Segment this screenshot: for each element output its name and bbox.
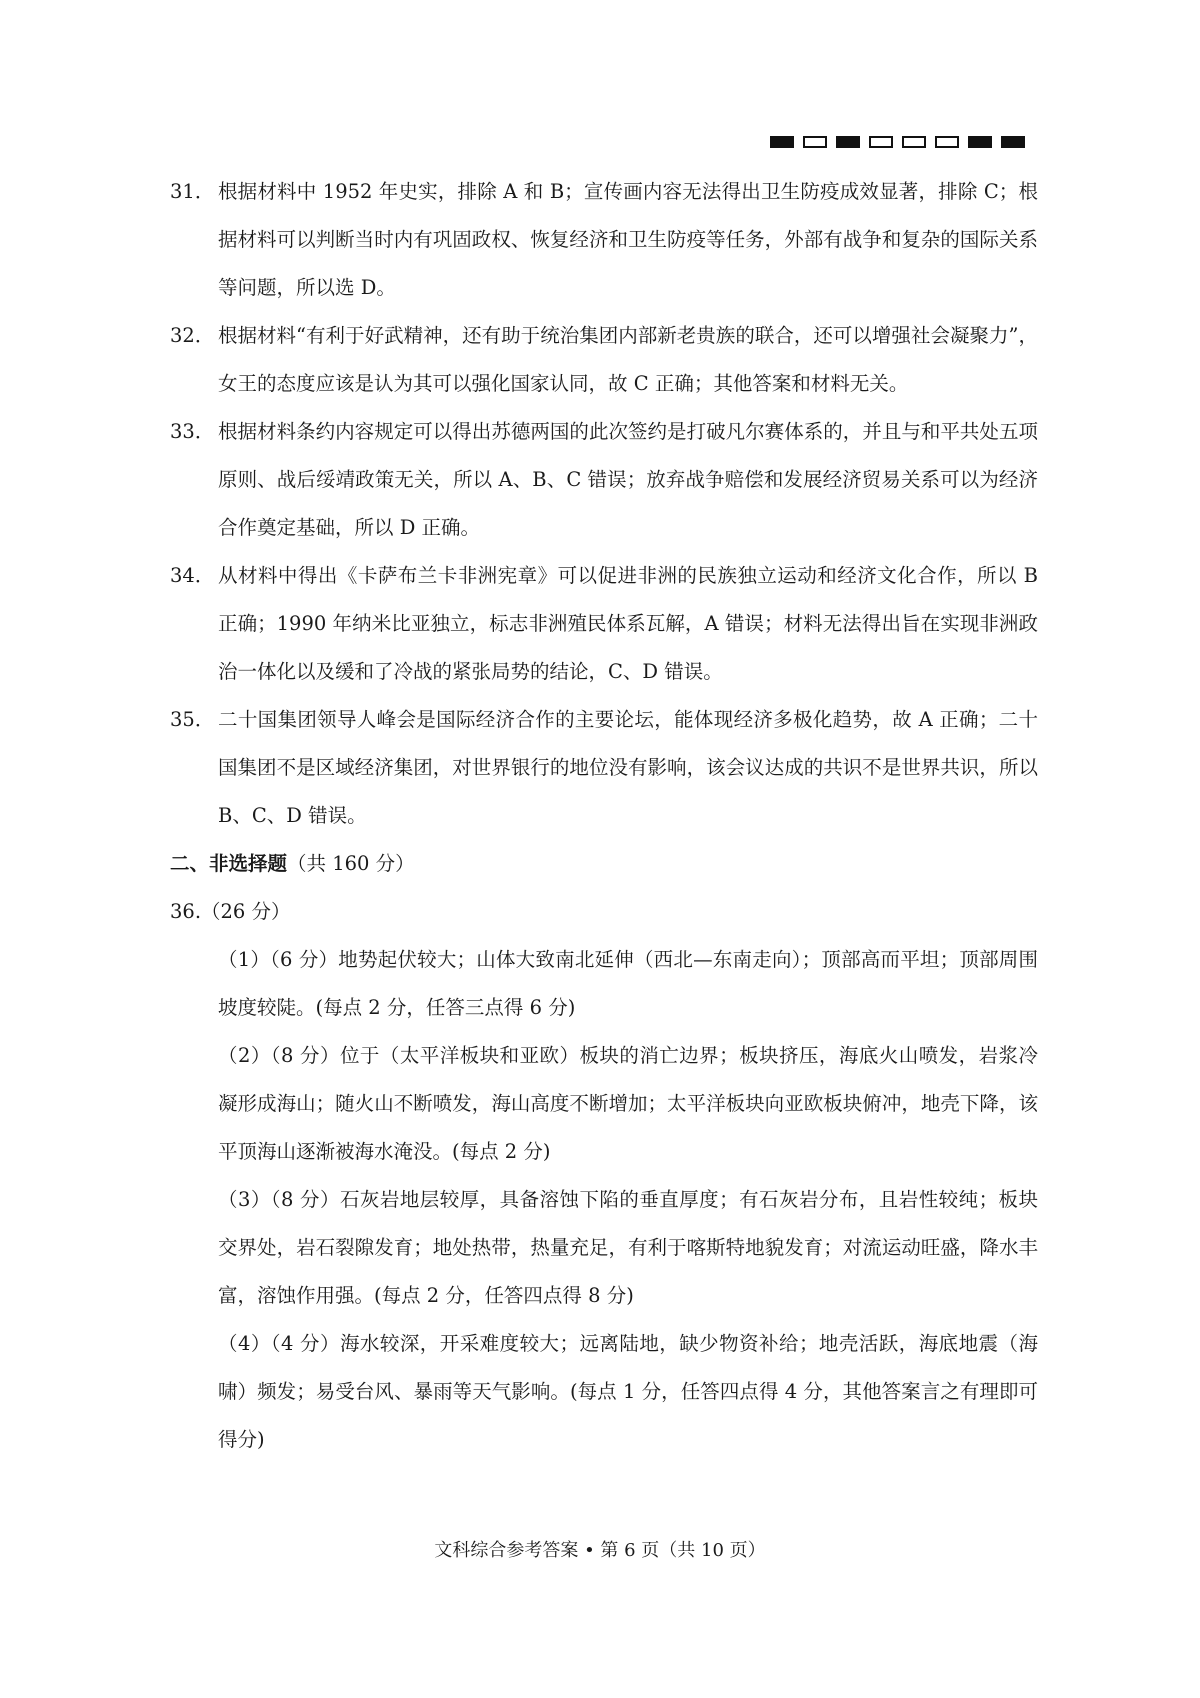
question-36-part-2: （2）（8 分）位于（太平洋板块和亚欧）板块的消亡边界；板块挤压，海底火山喷发，岩浆冷凝形成海山；随火山不断喷发，海山高度不断增加；太平洋板块向亚欧板块俯冲，地壳下降，该平顶海山逐渐被海水淹没。(每点 2 分) (218, 1044, 1038, 1163)
header-mark (836, 136, 860, 148)
answer-text: 从材料中得出《卡萨布兰卡非洲宪章》可以促进非洲的民族独立运动和经济文化合作，所以 B 正确；1990 年纳米比亚独立，标志非洲殖民体系瓦解，A 错误；材料无法得出旨在实现非洲政治一体化以及缓和了冷战的紧张局势的结论，C、D 错误。 (218, 564, 1038, 683)
header-mark (968, 136, 992, 148)
header-mark (770, 136, 794, 148)
question-number: 34． (170, 564, 215, 587)
question-number: 32． (170, 324, 215, 347)
answer-item (170, 168, 1038, 312)
header-mark (869, 136, 893, 148)
question-36-part-3: （3）（8 分）石灰岩地层较厚，具备溶蚀下陷的垂直厚度；有石灰岩分布，且岩性较纯；板块交界处，岩石裂隙发育；地处热带，热量充足，有利于喀斯特地貌发育；对流运动旺盛，降水丰富，溶蚀作用强。(每点 2 分，任答四点得 8 分) (218, 1188, 1038, 1307)
answer-text: 根据材料“有利于好武精神，还有助于统治集团内部新老贵族的联合，还可以增强社会凝聚力”，女王的态度应该是认为其可以强化国家认同，故 C 正确；其他答案和材料无关。 (218, 324, 1038, 395)
question-number: 31． (170, 180, 215, 203)
answer-content (170, 168, 1038, 1464)
answer-item (170, 552, 1038, 696)
section-note: （共 160 分） (287, 852, 415, 875)
question-number: 35． (170, 708, 215, 731)
answer-text: 根据材料中 1952 年史实，排除 A 和 B；宣传画内容无法得出卫生防疫成效显著，排除 C；根据材料可以判断当时内有巩固政权、恢复经济和卫生防疫等任务，外部有战争和复杂的国际关系等问题，所以选 D。 (218, 180, 1038, 299)
answer-item (170, 312, 1038, 408)
answer-item (170, 696, 1038, 840)
header-mark (803, 136, 827, 148)
section-title: 二、非选择题 (170, 852, 288, 875)
section-heading (170, 840, 1038, 888)
question-36-part-4: （4）（4 分）海水较深，开采难度较大；远离陆地，缺少物资补给；地壳活跃，海底地震（海啸）频发；易受台风、暴雨等天气影响。(每点 1 分，任答四点得 4 分，其他答案言之有理即可得分) (218, 1332, 1038, 1451)
header-mark (902, 136, 926, 148)
header-mark (935, 136, 959, 148)
answer-text: 根据材料条约内容规定可以得出苏德两国的此次签约是打破凡尔赛体系的，并且与和平共处五项原则、战后绥靖政策无关，所以 A、B、C 错误；放弃战争赔偿和发展经济贸易关系可以为经济合作奠定基础，所以 D 正确。 (218, 420, 1038, 539)
question-number: 33． (170, 420, 215, 443)
question-36-label: 36.（26 分） (170, 900, 291, 923)
answer-text: 二十国集团领导人峰会是国际经济合作的主要论坛，能体现经济多极化趋势，故 A 正确；二十国集团不是区域经济集团，对世界银行的地位没有影响，该会议达成的共识不是世界共识，所以 B、C、D 错误。 (218, 708, 1038, 827)
header-marks (770, 136, 1025, 148)
question-36-part-1: （1）（6 分）地势起伏较大；山体大致南北延伸（西北—东南走向）；顶部高而平坦；顶部周围坡度较陡。(每点 2 分，任答三点得 6 分) (218, 948, 1038, 1019)
header-mark (1001, 136, 1025, 148)
page-footer: 文科综合参考答案 • 第 6 页（共 10 页） (434, 1540, 766, 1561)
answer-item (170, 408, 1038, 552)
